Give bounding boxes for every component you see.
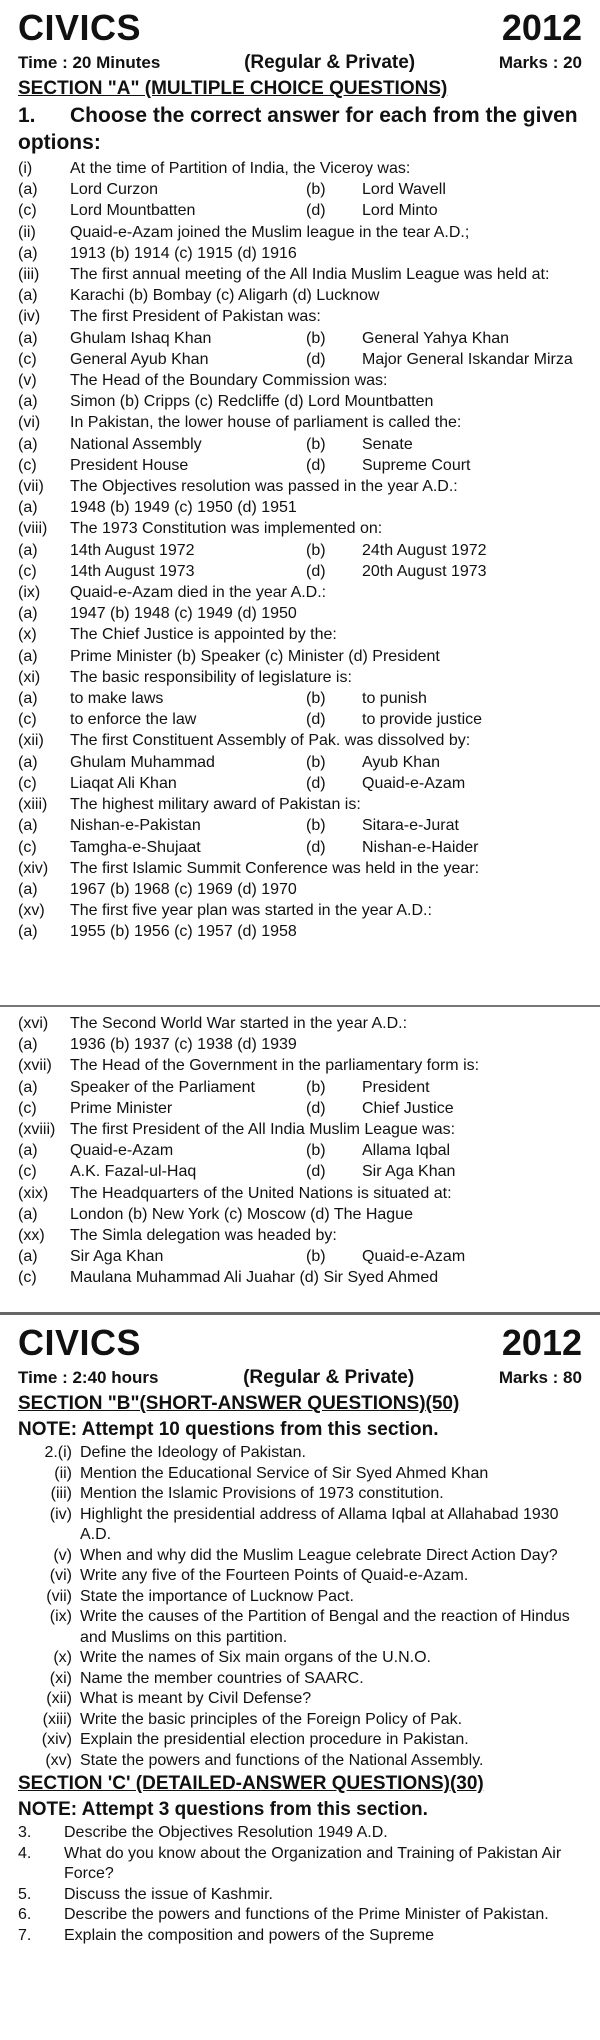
long-question <box>18 1885 582 1906</box>
question-number: (iv) <box>49 1505 72 1523</box>
mcq-question <box>18 476 582 497</box>
question-number: (i) <box>18 160 33 177</box>
option-text: Sir Aga Khan <box>70 1248 164 1266</box>
question-text: Discuss the issue of Kashmir. <box>64 1885 273 1903</box>
question-number: (xii) <box>46 1690 72 1707</box>
question-text: Write any five of the Fourteen Points of Quaid-e-Azam. <box>80 1567 469 1584</box>
exam-marks: Marks : 20 <box>498 53 582 72</box>
option-text: 14th August 1972 <box>70 541 195 559</box>
short-question <box>18 1566 582 1587</box>
option-text: Lord Mountbatten <box>70 202 196 220</box>
option-label: (c) <box>18 1099 37 1117</box>
option-text: 20th August 1973 <box>362 562 487 580</box>
option-label: (a) <box>18 435 38 453</box>
long-question <box>18 1844 582 1885</box>
question-number: 6. <box>18 1906 32 1923</box>
option-row <box>18 921 582 942</box>
option-label: (a) <box>18 690 38 708</box>
option-label: (a) <box>18 1248 38 1266</box>
option-label: (b) <box>306 181 326 199</box>
question-number: (xii) <box>18 732 44 750</box>
mcq-question <box>18 794 582 815</box>
option-text: to punish <box>362 690 427 708</box>
question-text: The Head of the Boundary Commission was: <box>70 372 388 390</box>
option-row <box>18 328 582 349</box>
option-label: (b) <box>306 1142 326 1160</box>
option-label: (c) <box>18 711 37 729</box>
option-label: (a) <box>18 753 38 771</box>
option-label: (d) <box>306 456 326 474</box>
option-label: (a) <box>18 1036 38 1054</box>
question-number: (ix) <box>18 584 41 602</box>
mcq-list-continued <box>18 1013 582 1289</box>
short-question <box>18 1648 582 1669</box>
question-number: (ii) <box>18 223 36 241</box>
header-row <box>18 1315 582 1365</box>
mcq-question <box>18 624 582 645</box>
question-number: (xiv) <box>18 859 49 877</box>
question-text: Write the causes of the Partition of Bengal and the reaction of Hindus and Muslims on this partition. <box>80 1608 570 1646</box>
question-text: Quaid-e-Azam joined the Muslim league in the tear A.D.; <box>70 223 470 241</box>
option-label: (a) <box>18 329 38 347</box>
section-c-title: SECTION 'C' (DETAILED-ANSWER QUESTIONS)(30) <box>18 1773 484 1794</box>
option-text: President <box>362 1078 430 1096</box>
option-label: (c) <box>18 202 37 220</box>
option-row <box>18 1204 582 1225</box>
option-label: (a) <box>18 605 38 623</box>
question-text: Mention the Islamic Provisions of 1973 constitution. <box>80 1485 444 1502</box>
long-question-list <box>18 1823 582 1946</box>
option-text: Sir Aga Khan <box>362 1163 456 1181</box>
question-text: Explain the composition and powers of the Supreme <box>64 1926 434 1944</box>
question-number: (ii) <box>54 1464 72 1482</box>
option-row <box>18 1098 582 1119</box>
option-text: Nishan-e-Haider <box>362 838 479 856</box>
option-text: 1947 (b) 1948 (c) 1949 (d) 1950 <box>70 605 297 623</box>
short-question <box>18 1464 582 1485</box>
exam-year: 2012 <box>501 7 582 48</box>
option-text: 1955 (b) 1956 (c) 1957 (d) 1958 <box>70 923 297 941</box>
option-text: London (b) New York (c) Moscow (d) The Hague <box>70 1205 413 1223</box>
mcq-instruction <box>18 102 582 156</box>
option-row <box>18 200 582 221</box>
question-number: (vi) <box>49 1567 72 1584</box>
question-text: Name the member countries of SAARC. <box>80 1669 364 1687</box>
section-b-title: SECTION "B"(SHORT-ANSWER QUESTIONS)(50) <box>18 1393 460 1414</box>
option-text: Prime Minister <box>70 1099 173 1117</box>
question-number: (xiii) <box>42 1710 72 1728</box>
option-label: (b) <box>306 329 326 347</box>
question-text: Quaid-e-Azam died in the year A.D.: <box>70 584 327 602</box>
option-label: (a) <box>18 181 38 199</box>
short-question <box>18 1546 582 1567</box>
mcq-continued-page <box>0 1005 600 1300</box>
question-text: The first five year plan was started in the year A.D.: <box>70 902 432 920</box>
section-c-note: NOTE: Attempt 3 questions from this section. <box>18 1799 428 1820</box>
option-label: (c) <box>18 774 37 792</box>
option-text: Quaid-e-Azam <box>362 1248 466 1266</box>
option-row <box>18 561 582 582</box>
question-number: (xviii) <box>18 1121 56 1139</box>
option-text: 1936 (b) 1937 (c) 1938 (d) 1939 <box>70 1036 297 1054</box>
option-label: (c) <box>18 1163 37 1181</box>
instruction-number: 1. <box>18 104 36 127</box>
option-row <box>18 709 582 730</box>
option-label: (a) <box>18 1142 38 1160</box>
question-number: 7. <box>18 1926 32 1944</box>
short-question <box>18 1730 582 1751</box>
question-text: Describe the Objectives Resolution 1949 A.D. <box>64 1824 388 1841</box>
option-row <box>18 243 582 264</box>
section-b-note: NOTE: Attempt 10 questions from this section. <box>18 1419 439 1440</box>
option-text: Supreme Court <box>362 456 471 474</box>
question-text: Highlight the presidential address of Allama Iqbal at Allahabad 1930 A.D. <box>80 1505 559 1543</box>
question-number: (vii) <box>18 478 44 496</box>
short-question <box>18 1689 582 1710</box>
option-label: (a) <box>18 1078 38 1096</box>
question-number: 4. <box>18 1844 32 1862</box>
question-text: Define the Ideology of Pakistan. <box>80 1444 306 1461</box>
option-text: Maulana Muhammad Ali Juahar (d) Sir Syed Ahmed <box>70 1269 439 1287</box>
question-text: The Second World War started in the year A.D.: <box>70 1015 408 1032</box>
long-question <box>18 1905 582 1926</box>
option-label: (a) <box>18 647 38 665</box>
mcq-question <box>18 222 582 243</box>
question-number: (ix) <box>49 1608 72 1625</box>
option-text: Major General Iskandar Mirza <box>362 350 573 368</box>
option-label: (b) <box>306 435 326 453</box>
question-number: (iii) <box>18 266 40 284</box>
option-label: (a) <box>18 541 38 559</box>
mcq-question <box>18 518 582 539</box>
option-row <box>18 688 582 709</box>
option-text: National Assembly <box>70 435 202 453</box>
question-text: State the powers and functions of the National Assembly. <box>80 1751 484 1769</box>
question-number: 2.(i) <box>44 1444 72 1461</box>
option-row <box>18 179 582 200</box>
option-text: Chief Justice <box>362 1099 454 1117</box>
question-number: (v) <box>53 1546 72 1564</box>
question-number: (xx) <box>18 1227 45 1245</box>
option-label: (b) <box>306 817 326 835</box>
section-a-title: SECTION "A" (MULTIPLE CHOICE QUESTIONS) <box>18 78 448 99</box>
question-text: The first Islamic Summit Conference was held in the year: <box>70 859 480 877</box>
option-text: General Ayub Khan <box>70 350 209 368</box>
option-label: (a) <box>18 393 38 411</box>
option-label: (d) <box>306 1099 326 1117</box>
exam-type: (Regular & Private) <box>244 52 416 73</box>
option-text: 14th August 1973 <box>70 562 195 580</box>
question-number: (iv) <box>18 308 41 326</box>
option-label: (c) <box>18 838 37 856</box>
option-text: Tamgha-e-Shujaat <box>70 838 201 856</box>
option-label: (c) <box>18 456 37 474</box>
mcq-question <box>18 1013 582 1034</box>
mcq-question <box>18 1183 582 1204</box>
option-text: to enforce the law <box>70 711 197 729</box>
short-question <box>18 1505 582 1546</box>
question-text: Describe the powers and functions of the Prime Minister of Pakistan. <box>64 1906 549 1923</box>
option-row <box>18 1267 582 1288</box>
option-row <box>18 837 582 858</box>
option-label: (b) <box>306 690 326 708</box>
question-text: The first President of the All India Muslim League was: <box>70 1121 456 1139</box>
option-text: Lord Curzon <box>70 181 159 199</box>
question-number: (viii) <box>18 520 48 538</box>
option-text: General Yahya Khan <box>362 329 510 347</box>
question-text: At the time of Partition of India, the Viceroy was: <box>70 160 411 177</box>
exam-time: Time : 2:40 hours <box>18 1368 159 1387</box>
option-label: (b) <box>306 753 326 771</box>
mcq-question <box>18 1119 582 1140</box>
question-number: 5. <box>18 1885 32 1903</box>
question-number: (xi) <box>18 668 41 686</box>
option-label: (d) <box>306 1163 326 1181</box>
exam-type: (Regular & Private) <box>243 1367 415 1388</box>
option-text: Ayub Khan <box>362 753 440 771</box>
question-text: What is meant by Civil Defense? <box>80 1690 312 1707</box>
option-text: 1948 (b) 1949 (c) 1950 (d) 1951 <box>70 499 297 517</box>
question-number: (x) <box>53 1649 72 1666</box>
mcq-question <box>18 370 582 391</box>
instruction-text: Choose the correct answer for each from the given options: <box>18 104 578 154</box>
mcq-page <box>0 0 600 1005</box>
short-question <box>18 1484 582 1505</box>
option-label: (d) <box>306 202 326 220</box>
option-row <box>18 1246 582 1267</box>
option-text: Liaqat Ali Khan <box>70 774 177 792</box>
option-text: A.K. Fazal-ul-Haq <box>70 1163 197 1181</box>
option-label: (a) <box>18 923 38 941</box>
option-text: Quaid-e-Azam <box>70 1142 174 1160</box>
question-number: (xiii) <box>18 796 48 814</box>
mcq-question <box>18 858 582 879</box>
option-row <box>18 349 582 370</box>
option-text: Lord Minto <box>362 202 438 220</box>
option-label: (d) <box>306 711 326 729</box>
option-text: Ghulam Ishaq Khan <box>70 329 212 347</box>
option-label: (a) <box>18 287 38 305</box>
exam-meta <box>18 50 582 76</box>
question-text: The Head of the Government in the parliamentary form is: <box>70 1057 480 1075</box>
short-question <box>18 1587 582 1608</box>
question-text: State the importance of Lucknow Pact. <box>80 1587 354 1605</box>
short-question <box>18 1669 582 1690</box>
question-text: Write the basic principles of the Foreign Policy of Pak. <box>80 1710 463 1728</box>
question-number: (xv) <box>45 1751 72 1769</box>
option-label: (a) <box>18 1205 38 1223</box>
option-text: Ghulam Muhammad <box>70 753 215 771</box>
option-row <box>18 773 582 794</box>
option-text: 1967 (b) 1968 (c) 1969 (d) 1970 <box>70 880 297 898</box>
question-text: In Pakistan, the lower house of parliament is called the: <box>70 414 462 432</box>
option-text: 1913 (b) 1914 (c) 1915 (d) 1916 <box>70 244 297 262</box>
question-text: The first annual meeting of the All India Muslim League was held at: <box>70 266 550 284</box>
question-number: (xvii) <box>18 1057 52 1075</box>
option-text: 24th August 1972 <box>362 541 487 559</box>
subject-title: CIVICS <box>18 1322 142 1363</box>
long-question <box>18 1926 582 1947</box>
header-row <box>18 0 582 50</box>
option-label: (b) <box>306 1078 326 1096</box>
short-question <box>18 1443 582 1464</box>
question-number: (xv) <box>18 902 45 920</box>
mcq-question <box>18 412 582 433</box>
question-text: The highest military award of Pakistan is: <box>70 796 361 814</box>
short-question <box>18 1751 582 1772</box>
option-text: Simon (b) Cripps (c) Redcliffe (d) Lord Mountbatten <box>70 393 434 411</box>
mcq-question <box>18 730 582 751</box>
option-label: (c) <box>18 562 37 580</box>
question-text: When and why did the Muslim League celebrate Direct Action Day? <box>80 1546 558 1564</box>
exam-meta <box>18 1365 582 1391</box>
option-row <box>18 285 582 306</box>
option-row <box>18 1161 582 1182</box>
mcq-question <box>18 900 582 921</box>
question-number: (v) <box>18 372 37 390</box>
option-text: to make laws <box>70 690 164 708</box>
question-text: The Headquarters of the United Nations is situated at: <box>70 1184 452 1202</box>
option-row <box>18 455 582 476</box>
option-row <box>18 752 582 773</box>
option-row <box>18 815 582 836</box>
option-row <box>18 879 582 900</box>
option-label: (d) <box>306 350 326 368</box>
mcq-question <box>18 306 582 327</box>
question-number: 3. <box>18 1824 32 1841</box>
mcq-list <box>18 158 582 943</box>
option-text: President House <box>70 456 189 474</box>
option-text: Allama Iqbal <box>362 1142 451 1160</box>
mcq-question <box>18 667 582 688</box>
question-text: The 1973 Constitution was implemented on: <box>70 520 383 538</box>
question-text: The Chief Justice is appointed by the: <box>70 626 337 644</box>
option-label: (b) <box>306 1248 326 1266</box>
short-question <box>18 1710 582 1731</box>
option-label: (b) <box>306 541 326 559</box>
option-label: (a) <box>18 817 38 835</box>
exam-year: 2012 <box>501 1322 582 1363</box>
mcq-question <box>18 158 582 179</box>
short-question-list <box>18 1443 582 1771</box>
option-text: Lord Wavell <box>362 181 446 199</box>
option-text: Speaker of the Parliament <box>70 1078 255 1096</box>
option-row <box>18 434 582 455</box>
option-label: (a) <box>18 244 38 262</box>
option-text: Sitara-e-Jurat <box>362 817 459 835</box>
question-number: (vi) <box>18 414 41 432</box>
option-row <box>18 391 582 412</box>
option-row <box>18 1140 582 1161</box>
option-label: (a) <box>18 499 38 517</box>
option-row <box>18 603 582 624</box>
question-text: Explain the presidential election procedure in Pakistan. <box>80 1731 469 1748</box>
option-text: to provide justice <box>362 711 483 729</box>
question-text: The basic responsibility of legislature is: <box>70 668 352 686</box>
option-label: (a) <box>18 880 38 898</box>
question-number: (vii) <box>46 1587 72 1605</box>
option-row <box>18 1077 582 1098</box>
question-text: The Objectives resolution was passed in the year A.D.: <box>70 478 458 496</box>
option-row <box>18 540 582 561</box>
question-number: (xvi) <box>18 1015 49 1032</box>
option-label: (c) <box>18 1269 37 1287</box>
option-text: Nishan-e-Pakistan <box>70 817 201 835</box>
option-row <box>18 1034 582 1055</box>
mcq-question <box>18 1225 582 1246</box>
exam-time: Time : 20 Minutes <box>18 53 161 72</box>
question-number: (xiv) <box>41 1731 72 1748</box>
subject-title: CIVICS <box>18 7 142 48</box>
exam-marks: Marks : 80 <box>498 1368 582 1387</box>
question-text: The first Constituent Assembly of Pak. was dissolved by: <box>70 732 471 750</box>
mcq-question <box>18 264 582 285</box>
question-text: The Simla delegation was headed by: <box>70 1227 337 1245</box>
long-question <box>18 1823 582 1844</box>
option-text: Karachi (b) Bombay (c) Aligarh (d) Lucknow <box>70 287 380 305</box>
question-number: (iii) <box>50 1485 72 1502</box>
option-text: Prime Minister (b) Speaker (c) Minister (d) President <box>70 647 440 665</box>
question-number: (x) <box>18 626 37 644</box>
option-label: (d) <box>306 838 326 856</box>
option-row <box>18 646 582 667</box>
question-number: (xix) <box>18 1184 49 1202</box>
option-row <box>18 497 582 518</box>
short-question <box>18 1607 582 1648</box>
question-text: What do you know about the Organization and Training of Pakistan Air Force? <box>64 1844 562 1882</box>
question-text: Write the names of Six main organs of the U.N.O. <box>80 1649 431 1666</box>
mcq-question <box>18 1055 582 1076</box>
question-number: (xi) <box>49 1669 72 1687</box>
option-text: Senate <box>362 435 413 453</box>
subjective-page <box>0 1312 600 2040</box>
mcq-question <box>18 582 582 603</box>
question-text: Mention the Educational Service of Sir Syed Ahmed Khan <box>80 1464 489 1482</box>
option-label: (d) <box>306 774 326 792</box>
option-text: Quaid-e-Azam <box>362 774 466 792</box>
question-text: The first President of Pakistan was: <box>70 308 321 326</box>
option-label: (d) <box>306 562 326 580</box>
option-label: (c) <box>18 350 37 368</box>
